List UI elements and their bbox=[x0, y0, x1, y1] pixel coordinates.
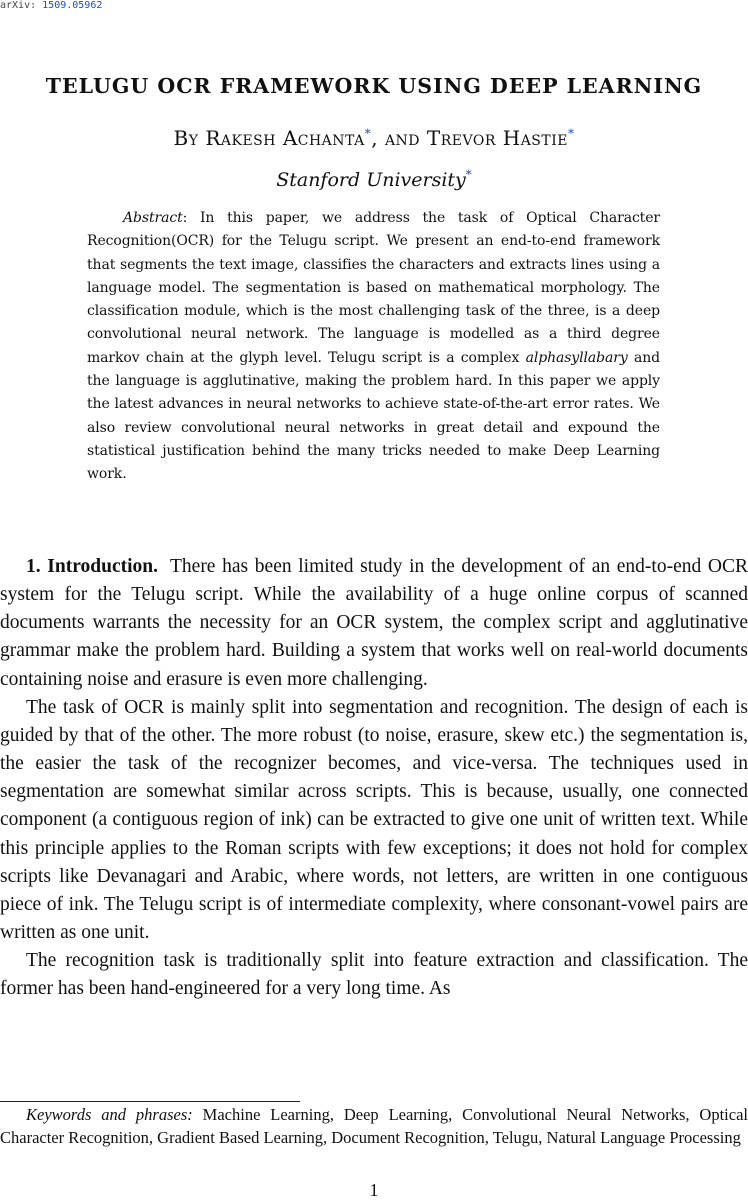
paper-title: TELUGU OCR FRAMEWORK USING DEEP LEARNING bbox=[45, 74, 703, 98]
section-heading: 1. Introduction. bbox=[26, 556, 158, 577]
arxiv-identifier bbox=[0, 0, 102, 12]
author-joiner: , and bbox=[371, 126, 421, 150]
abstract bbox=[87, 207, 660, 487]
author-line bbox=[0, 124, 748, 152]
affiliation-mark-3[interactable]: * bbox=[465, 167, 472, 182]
section-introduction bbox=[0, 553, 748, 1004]
affiliation-mark-2[interactable]: * bbox=[567, 126, 575, 141]
intro-paragraph-1 bbox=[0, 553, 748, 694]
arxiv-id-link[interactable]: 1509.05962 bbox=[42, 0, 103, 11]
abstract-text-2: and the language is agglutinative, making the problem hard. In this paper we apply the latest advances in neural networks to achieve state-of-the-art error rates. We also review convolutional neural networks in great detail and expound the statistical justification behind the many tricks needed to make Deep Learning work. bbox=[87, 349, 660, 483]
arxiv-prefix: arXiv: bbox=[0, 0, 37, 11]
abstract-label: Abstract bbox=[123, 210, 183, 226]
affiliation-name: Stanford University bbox=[276, 169, 466, 191]
abstract-text-1: : In this paper, we address the task of Optical Character Recognition(OCR) for the Telugu script. We present an end-to-end framework that segments the text image, classifies the characters and extracts lines using a language model. The segmentation is based on mathematical morphology. The classification module, which is the most challenging task of the three, is a deep convolutional neural network. The language is modelled as a third degree markov chain at the glyph level. Telugu script is a complex bbox=[87, 210, 660, 366]
author-hastie: Trevor Hastie bbox=[426, 126, 568, 150]
keywords-footnote bbox=[0, 1104, 748, 1149]
by-label: By bbox=[173, 126, 199, 150]
intro-paragraph-3: The recognition task is traditionally split into feature extraction and classification. The former has been hand-engineered for a very long time. As bbox=[0, 950, 748, 1000]
abstract-emphasis: alphasyllabary bbox=[525, 349, 628, 366]
affiliation bbox=[0, 166, 748, 194]
keywords-label: Keywords and phrases: bbox=[26, 1105, 193, 1124]
footnote-divider bbox=[0, 1101, 300, 1102]
keywords-text: Machine Learning, Deep Learning, Convolutional Neural Networks, Optical Character Recognition, Gradient Based Learning, Document Recognition, Telugu, Natural Language Processing bbox=[0, 1105, 748, 1147]
page-number: 1 bbox=[369, 1180, 379, 1200]
author-achanta: Rakesh Achanta bbox=[205, 126, 365, 150]
paragraph-text: There has been limited study in the development of an end-to-end OCR system for the Telugu script. While the availability of a huge online corpus of scanned documents warrants the necessity for an OCR system, the complex script and agglutinative grammar make the problem hard. Building a system that works well on real-world documents containing noise and erasure is even more challenging. bbox=[0, 556, 748, 690]
affiliation-mark-1[interactable]: * bbox=[364, 126, 372, 141]
intro-paragraph-2: The task of OCR is mainly split into segmentation and recognition. The design of each is guided by that of the other. The more robust (to noise, erasure, skew etc.) the segmentation is, the easier the task of the recognizer becomes, and vice-versa. The techniques used in segmentation are somewhat similar across scripts. This is because, usually, one connected component (a contiguous region of ink) can be extracted to give one unit of written text. While this principle applies to the Roman scripts with few exceptions; it does not hold for complex scripts like Devanagari and Arabic, where words, not letters, are written in one contiguous piece of ink. The Telugu script is of intermediate complexity, where consonant-vowel pairs are written as one unit. bbox=[0, 696, 748, 944]
